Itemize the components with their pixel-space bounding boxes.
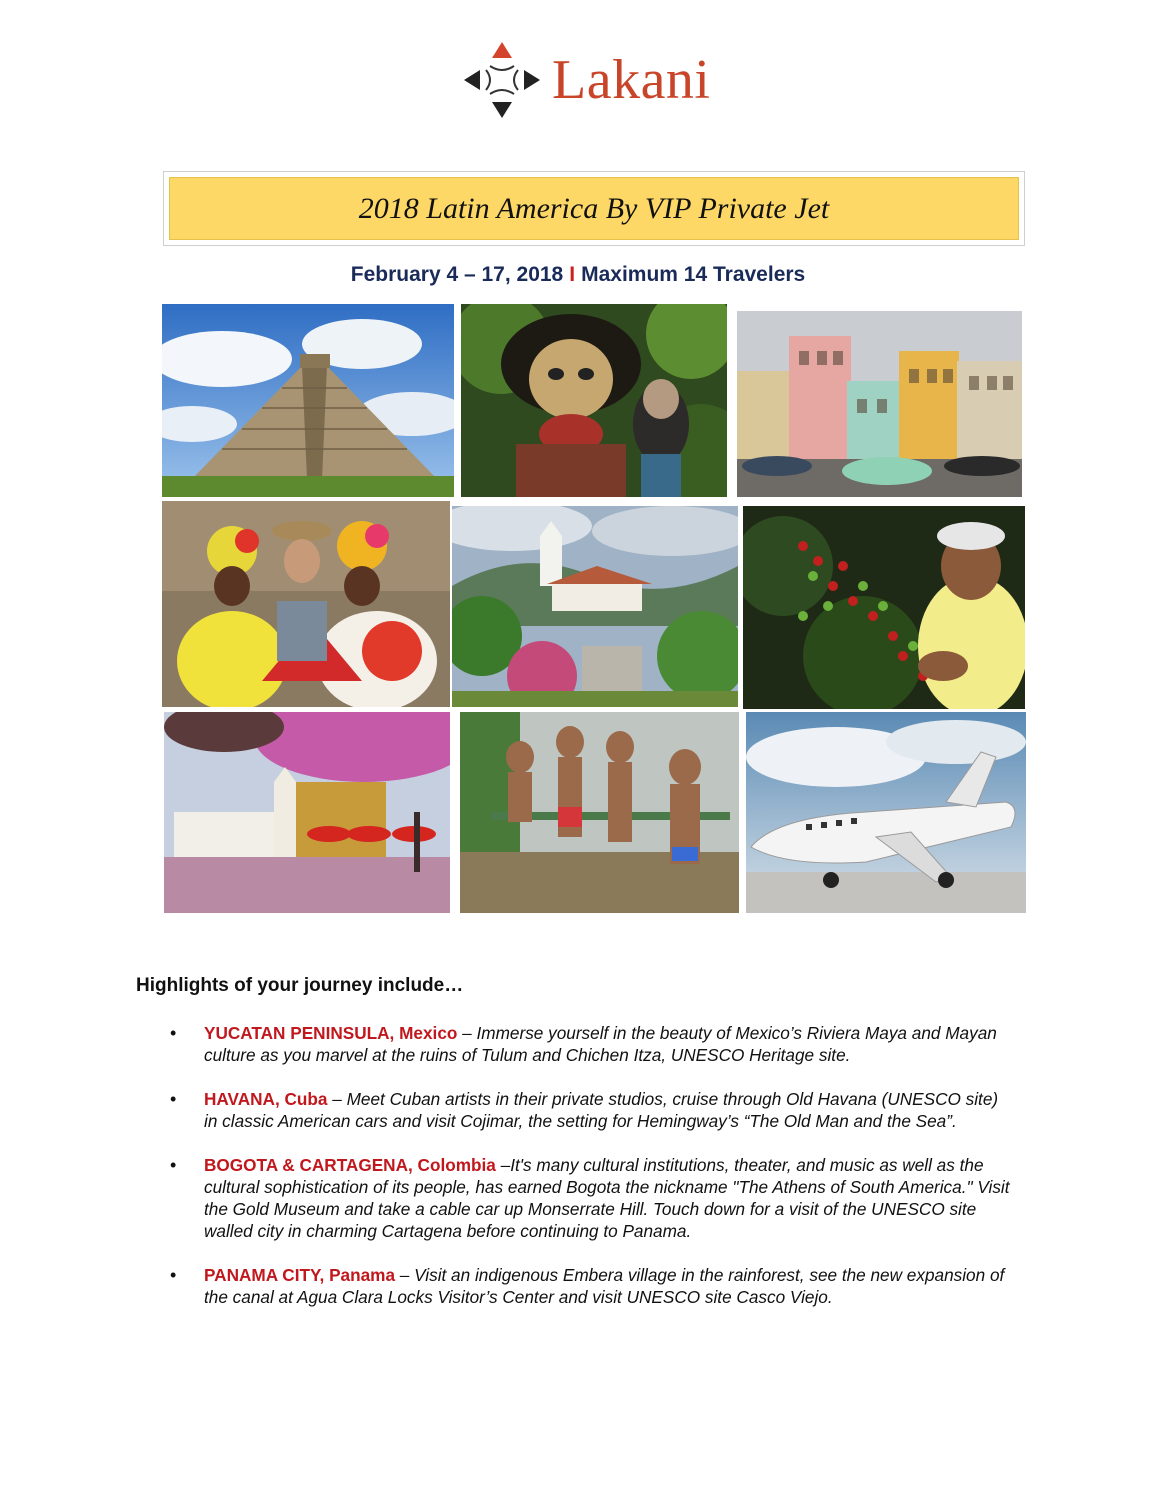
photo-havana-colonial-buildings <box>737 311 1022 497</box>
page-title: 2018 Latin America By VIP Private Jet <box>358 191 830 225</box>
highlight-separator: – <box>395 1265 415 1285</box>
compass-arrows-icon <box>460 40 544 120</box>
photo-private-jet <box>746 712 1026 913</box>
photo-coffee-farmer <box>743 506 1025 709</box>
highlight-separator: – <box>457 1023 477 1043</box>
brand-name: Lakani <box>552 49 711 111</box>
highlight-text: Meet Cuban artists in their private studios, cruise through Old Havana (UNESCO site) in classic American cars and visit Cojimar, the setting for Hemingway’s “The Old Man and the Sea”. <box>204 1089 999 1131</box>
bullet-icon: • <box>170 1023 177 1043</box>
bullet-icon: • <box>170 1155 177 1175</box>
bullet-icon: • <box>170 1089 177 1109</box>
highlight-text: It's many cultural institutions, theater, and music as well as the cultural sophistication of its people, has earned Bogota the nickname "The Athens of South America." Visit the Gold Museum and take a cable car up Monserrate Hill. Touch down for a visit of the UNESCO site walled city in charming Cartagena before continuing to Panama. <box>204 1155 1010 1241</box>
highlight-text: Immerse yourself in the beauty of Mexico’s Riviera Maya and Mayan culture as you marvel at the ruins of Tulum and Chichen Itza, UNESCO Heritage site. <box>204 1023 997 1065</box>
highlight-place: BOGOTA & CARTAGENA, Colombia <box>204 1155 496 1175</box>
trip-dates: February 4 – 17, 2018 <box>350 263 564 286</box>
trip-subtitle <box>0 263 1156 287</box>
list-item <box>136 1088 1016 1132</box>
photo-embera-children <box>460 712 739 913</box>
photo-casco-viejo-cathedral <box>164 712 450 913</box>
highlight-place: YUCATAN PENINSULA, Mexico <box>204 1023 458 1043</box>
trip-capacity: Maximum 14 Travelers <box>581 263 806 286</box>
highlights-list <box>136 1022 1016 1308</box>
list-item <box>136 1264 1016 1308</box>
photo-cartagena-palenqueras <box>162 501 450 707</box>
highlight-text: Visit an indigenous Embera village in the rainforest, see the new expansion of the canal at Agua Clara Locks Visitor’s Center and visit UNESCO site Casco Viejo. <box>204 1265 1005 1307</box>
subtitle-separator: I <box>569 263 576 286</box>
highlights-heading: Highlights of your journey include… <box>136 975 464 996</box>
highlight-place: HAVANA, Cuba <box>204 1089 328 1109</box>
highlight-separator: – <box>495 1155 511 1175</box>
bullet-icon: • <box>170 1265 177 1285</box>
brand-logo <box>460 40 740 120</box>
highlight-place: PANAMA CITY, Panama <box>204 1265 396 1285</box>
list-item <box>136 1154 1016 1242</box>
title-banner <box>163 171 1025 246</box>
photo-jaguar-mask-dancer <box>461 304 727 497</box>
list-item <box>136 1022 1016 1066</box>
highlight-separator: – <box>327 1089 347 1109</box>
photo-chichen-itza-pyramid <box>162 304 454 497</box>
photo-bogota-monserrate-church <box>452 506 738 707</box>
